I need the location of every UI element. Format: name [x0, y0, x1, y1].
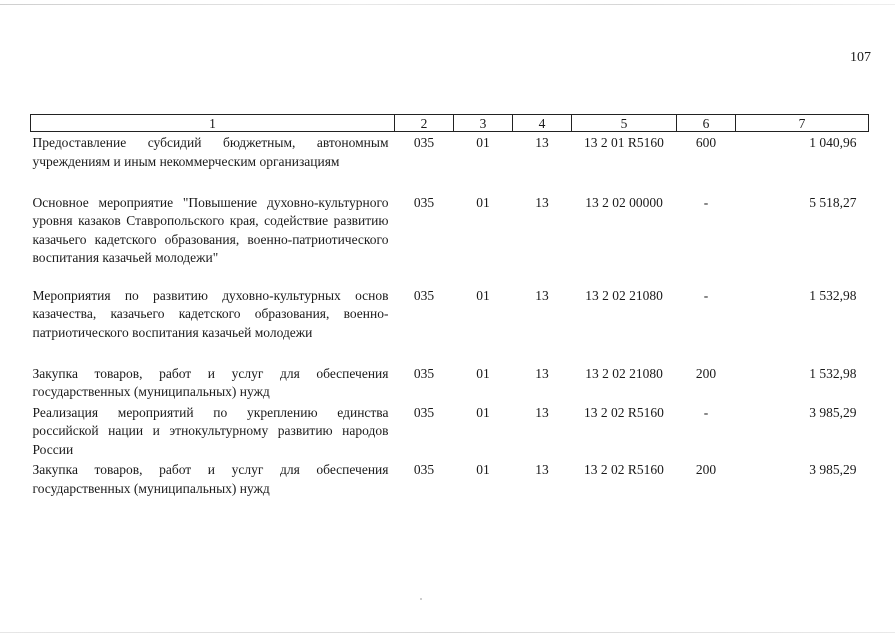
row-name: Реализация мероприятий по укреплению единства российской нации и этнокультурному развитию народов России — [32, 404, 389, 457]
row-name: Предоставление субсидий бюджетным, автономным учреждениям и иным некоммерческим организациям — [32, 135, 389, 169]
row-name: Основное мероприятие "Повышение духовно-культурного уровня казаков Ставропольского края, содействие развитию казачьего кадетского образования, военно-патриотического воспитания казачьей молодежи" — [32, 194, 389, 265]
table-row — [31, 132, 869, 192]
budget-table — [30, 114, 869, 499]
row-code-expense-type: - — [703, 194, 709, 210]
page-number: 107 — [850, 50, 871, 65]
column-header-1: 1 — [31, 115, 395, 132]
column-header-4: 4 — [513, 115, 572, 132]
row-code-target: 13 2 01 R5160 — [584, 135, 664, 150]
scan-edge-top — [0, 4, 895, 5]
scan-edge-bottom — [0, 632, 895, 633]
row-code-section: 01 — [476, 287, 490, 303]
row-code-ministry: 035 — [413, 287, 435, 303]
table-row — [31, 285, 869, 363]
table-row — [31, 363, 869, 402]
row-amount: 5 518,27 — [809, 194, 857, 210]
row-code-ministry: 035 — [413, 194, 435, 210]
row-code-target: 13 2 02 R5160 — [584, 404, 664, 420]
row-code-expense-type: 600 — [695, 135, 717, 150]
scan-speck — [420, 598, 422, 600]
column-header-3: 3 — [454, 115, 513, 132]
table-row — [31, 192, 869, 285]
row-name: Мероприятия по развитию духовно-культурных основ казачества, казачьего кадетского образования, военно-патриотического воспитания казачьей молодежи — [32, 287, 389, 340]
row-code-section: 01 — [476, 365, 490, 381]
row-amount: 1 532,98 — [809, 365, 857, 381]
row-amount: 3 985,29 — [809, 404, 857, 420]
row-code-subsection: 13 — [535, 194, 549, 210]
table-row — [31, 459, 869, 499]
row-amount: 3 985,29 — [809, 462, 857, 477]
header-row — [31, 115, 869, 132]
column-header-2: 2 — [395, 115, 454, 132]
row-code-section: 01 — [476, 135, 490, 150]
row-code-section: 01 — [476, 404, 490, 420]
row-code-expense-type: - — [703, 287, 709, 303]
row-code-expense-type: - — [703, 404, 709, 420]
row-code-target: 13 2 02 21080 — [585, 365, 663, 381]
row-code-target: 13 2 02 21080 — [585, 287, 663, 303]
row-code-target: 13 2 02 00000 — [585, 194, 663, 210]
row-code-ministry: 035 — [413, 462, 435, 477]
row-amount: 1 532,98 — [809, 287, 857, 303]
column-header-5: 5 — [572, 115, 677, 132]
row-code-subsection: 13 — [535, 287, 549, 303]
row-code-expense-type: 200 — [695, 462, 717, 477]
row-code-ministry: 035 — [413, 135, 435, 150]
row-name: Закупка товаров, работ и услуг для обеспечения государственных (муниципальных) нужд — [32, 462, 389, 496]
row-code-ministry: 035 — [413, 365, 435, 381]
row-name: Закупка товаров, работ и услуг для обеспечения государственных (муниципальных) нужд — [32, 365, 389, 399]
row-amount: 1 040,96 — [809, 135, 857, 150]
table-row — [31, 402, 869, 460]
row-code-ministry: 035 — [413, 404, 435, 420]
row-code-section: 01 — [476, 462, 490, 477]
row-code-section: 01 — [476, 194, 490, 210]
column-header-7: 7 — [736, 115, 869, 132]
row-code-subsection: 13 — [535, 365, 549, 381]
row-code-expense-type: 200 — [695, 365, 717, 381]
row-code-subsection: 13 — [535, 462, 549, 477]
row-code-subsection: 13 — [535, 135, 549, 150]
row-code-target: 13 2 02 R5160 — [584, 462, 664, 477]
row-code-subsection: 13 — [535, 404, 549, 420]
column-header-6: 6 — [677, 115, 736, 132]
